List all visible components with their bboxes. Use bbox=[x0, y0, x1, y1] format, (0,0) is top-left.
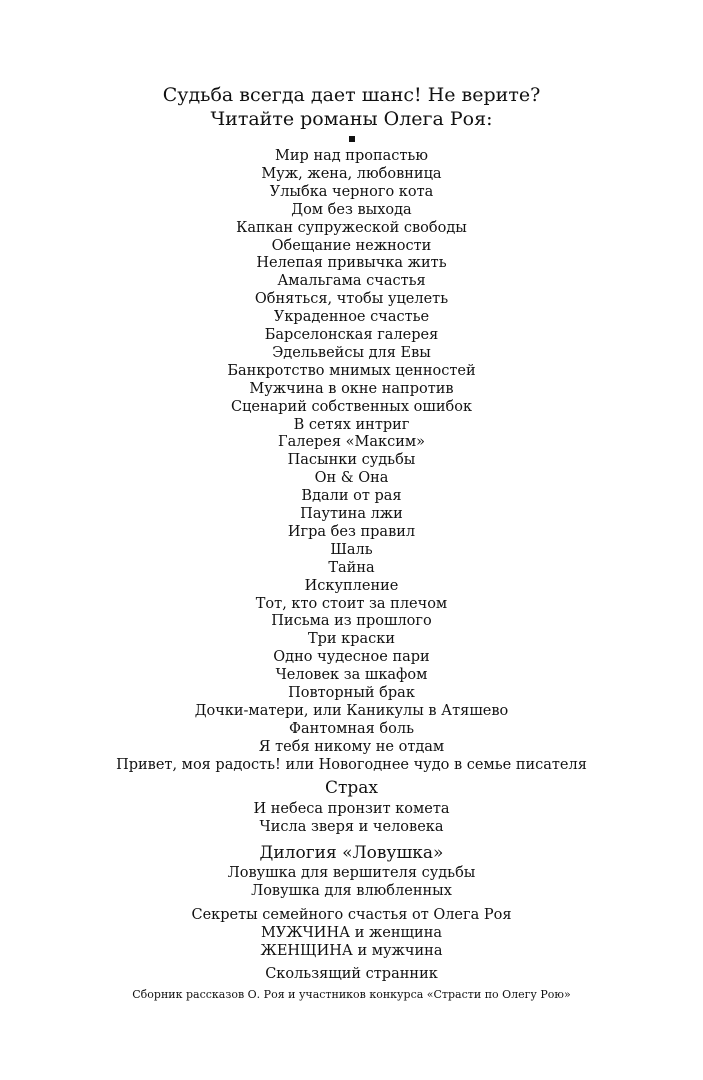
novel-title: Обняться, чтобы уцелеть bbox=[254, 291, 449, 308]
novel-title: Тайна bbox=[328, 559, 375, 576]
secrets-book-2: ЖЕНЩИНА и мужчина bbox=[260, 943, 443, 959]
novel-title: Письма из прошлого bbox=[271, 613, 432, 630]
secrets-book-1: МУЖЧИНА и женщина bbox=[260, 925, 443, 941]
novel-title: В сетях интриг bbox=[293, 416, 410, 433]
novel-title: Нелепая привычка жить bbox=[256, 255, 447, 272]
novel-title: Дочки-матери, или Каникулы в Атяшево bbox=[194, 702, 509, 719]
novel-title: Капкан супружеской свободы bbox=[236, 219, 467, 236]
lovushka-book-1: Ловушка для вершителя судьбы bbox=[227, 865, 476, 881]
novel-title: Амальгама счастья bbox=[277, 273, 426, 290]
novel-title: Улыбка черного кота bbox=[269, 183, 434, 200]
header-line-2: Читайте романы Олега Роя: bbox=[210, 108, 493, 130]
novel-title: Игра без правил bbox=[287, 523, 416, 540]
novel-title: Он & Она bbox=[314, 470, 389, 487]
novel-title: Человек за шкафом bbox=[275, 667, 428, 684]
strakh-book-2: Числа зверя и человека bbox=[259, 819, 444, 835]
novel-title: Мужчина в окне напротив bbox=[249, 380, 454, 397]
novel-title: Искупление bbox=[304, 577, 399, 594]
novel-title: Обещание нежности bbox=[271, 237, 432, 254]
novel-title: Эдельвейсы для Евы bbox=[272, 344, 431, 361]
lovushka-title: Дилогия «Ловушка» bbox=[259, 843, 444, 863]
novel-title: Привет, моя радость! или Новогоднее чудо в семье писателя bbox=[116, 756, 587, 773]
novel-title: Сценарий собственных ошибок bbox=[230, 398, 473, 415]
novel-title: Галерея «Максим» bbox=[277, 434, 426, 451]
novel-title: Три краски bbox=[307, 631, 396, 648]
novel-title: Дом без выхода bbox=[291, 201, 412, 218]
novel-title: Муж, жена, любовница bbox=[261, 165, 442, 182]
novel-title: Вдали от рая bbox=[301, 488, 402, 505]
novel-title: Барселонская галерея bbox=[264, 327, 439, 343]
novel-title: Пасынки судьбы bbox=[287, 452, 416, 469]
wanderer-title: Скользящий странник bbox=[265, 966, 438, 982]
strakh-book-1: И небеса пронзит комета bbox=[253, 801, 450, 817]
novel-title: Тот, кто стоит за плечом bbox=[255, 595, 448, 612]
secrets-title: Секреты семейного счастья от Олега Роя bbox=[191, 907, 512, 923]
strakh-title: Страх bbox=[324, 778, 379, 798]
novel-title: Повторный брак bbox=[288, 685, 415, 701]
lovushka-book-2: Ловушка для влюбленных bbox=[251, 883, 452, 899]
novel-title: Украденное счастье bbox=[273, 309, 430, 326]
novel-title: Фантомная боль bbox=[288, 720, 414, 737]
novel-title: Паутина лжи bbox=[300, 506, 403, 522]
novel-title: Шаль bbox=[330, 541, 373, 558]
novel-title: Мир над пропастью bbox=[275, 148, 428, 164]
novel-title: Банкротство мнимых ценностей bbox=[227, 362, 476, 379]
novel-title: Одно чудесное пари bbox=[273, 649, 430, 666]
header-line-1: Судьба всегда дает шанс! Не верите? bbox=[162, 84, 541, 106]
bullet-marker bbox=[349, 136, 355, 142]
novel-title: Я тебя никому не отдам bbox=[258, 738, 445, 755]
wanderer-subtitle: Сборник рассказов О. Роя и участников конкурса «Страсти по Олегу Рою» bbox=[132, 988, 571, 1001]
